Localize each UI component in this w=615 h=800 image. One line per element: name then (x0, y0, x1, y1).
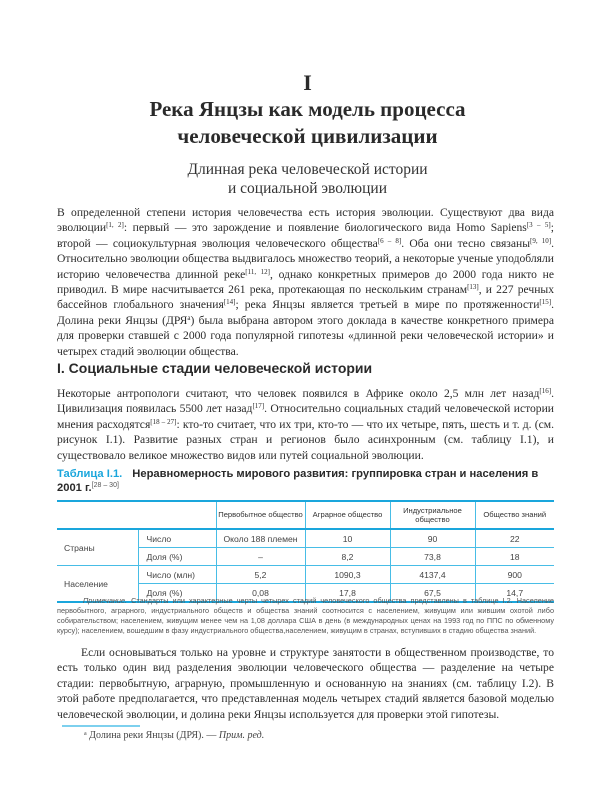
table-header-primitive: Первобытное общество (216, 501, 305, 529)
closing-paragraph: Если основываться только на уровне и структуре занятости в общественном производстве, то есть только один вид разделения эволюции человеческого общества — разделение на четыре стадии: первобытную, аграрную, промышленную и основанную на знаниях (см. таблицу I.2). В этой работе предполагается, что представленная модель четырех стадий является базовой моделью человеческой эволюции, и долина реки Янцзы используется для проверки этой гипотезы. (57, 646, 554, 721)
section-paragraph (57, 386, 554, 463)
citation: [9, 10] (530, 236, 552, 245)
footnote-text: Долина реки Янцзы (ДРЯ). — (89, 730, 219, 741)
citation: [3 – 5] (526, 221, 551, 230)
chapter-title-line1: Река Янцзы как модель процесса (149, 97, 466, 121)
table-cell: – (216, 548, 305, 566)
data-table (57, 500, 554, 603)
citation: [18 – 27] (150, 417, 177, 426)
table-metric: Доля (%) (138, 548, 216, 566)
text-run: , и 227 речных бассейнов глобального значения (57, 283, 554, 312)
table-cell: 17,8 (305, 584, 390, 603)
table-row (57, 529, 554, 548)
table-metric: Число (млн) (138, 566, 216, 584)
chapter-number: I (303, 70, 312, 95)
table-caption (57, 467, 554, 495)
chapter-title-line2: человеческой цивилизации (177, 124, 438, 148)
citation: [14] (223, 298, 236, 307)
table-note-label: Примечание. (83, 596, 128, 605)
table-cell: 73,8 (390, 548, 475, 566)
table-header-knowledge: Общество знаний (475, 501, 554, 529)
table-caption-label: Таблица I.1. (57, 468, 123, 480)
text-run: В определенной степени история человечества есть история эволюции. Существуют два вида эволюции (57, 206, 554, 235)
table-header-blank (57, 501, 216, 529)
text-run: ; второй — социокультурная эволюция человеческого общества (57, 221, 554, 250)
table-cell: 8,2 (305, 548, 390, 566)
table-group-label: Население (57, 566, 138, 603)
table-note (57, 596, 554, 636)
footnote-mark: а (84, 731, 87, 737)
text-run: . Относительно социальных стадий человеческой истории мнения расходятся (57, 402, 555, 431)
chapter-subtitle (0, 160, 615, 198)
table-metric: Число (138, 529, 216, 548)
table-cell: 90 (390, 529, 475, 548)
chapter-subtitle-line1: Длинная река человеческой истории (187, 161, 428, 178)
text-run: . Относительно эволюции общества выдвигалось множество теорий, а некоторые ученые уподобляли историю человечества длинной реке (57, 236, 554, 281)
text-run: ; река Янцзы является третьей в мире по протяженности (235, 298, 540, 312)
text-run: . Цивилизация появилась 5500 лет назад (57, 387, 554, 416)
chapter-subtitle-line2: и социальной эволюции (227, 180, 388, 197)
citation: [16] (539, 387, 552, 395)
text-run: ) была выбрана автором этого доклада в качестве конкретного примера для проверки ставшей с 2000 года популярной гипотезы «длинной реки человеческой истории» и четырех стадий эволюции общества. (57, 313, 554, 358)
citation: [1, 2] (106, 221, 124, 230)
table-caption-text: Неравномерность мирового развития: группировка стран и населения в 2001 г. (57, 468, 539, 494)
citation: [11, 12] (245, 267, 270, 276)
table-cell: Около 188 племен (216, 529, 305, 548)
table-cell: 5,2 (216, 566, 305, 584)
text-run: : первый — это зарождение и появление биологического вида Homo Sapiens (123, 221, 527, 235)
table-cell: 18 (475, 548, 554, 566)
text-run: . Долина реки Янцзы (ДРЯ (57, 298, 554, 327)
text-run: : кто-то считает, что их три, кто-то — что их четыре, пять, шесть и т. д. (см. рисунок I.1). Развитие разных стран и регионов было асинхронным (см. таблицу I.1), и существовало великое множество видов или путей социальной эволюции. (57, 417, 554, 462)
table-cell: 10 (305, 529, 390, 548)
table-cell: 14,7 (475, 584, 554, 603)
footnote-editor-note: Прим. ред. (218, 730, 265, 741)
footnote-mark: а (187, 313, 191, 322)
table-header-industrial: Индустриальное общество (390, 501, 475, 529)
citation: [17] (252, 402, 265, 411)
table-cell: 1090,3 (305, 566, 390, 584)
table-cell: 22 (475, 529, 554, 548)
table-cell: 4137,4 (390, 566, 475, 584)
table-header-agrarian: Аграрное общество (305, 501, 390, 529)
table-cell: 0,08 (216, 584, 305, 603)
section-heading: I. Социальные стадии человеческой истории (57, 360, 373, 376)
text-run: . Оба они тесно связаны (401, 236, 531, 250)
text-run: Некоторые антропологи считают, что человек появился в Африке около 2,5 млн лет назад (57, 387, 540, 400)
table-cell: 900 (475, 566, 554, 584)
footnote-divider (62, 725, 140, 727)
table-row (57, 566, 554, 584)
text-run: , однако конкретных примеров до 2000 года никто не приводил. В мире насчитывается 261 река, протекающая по нескольким странам (57, 267, 555, 297)
chapter-title (0, 96, 615, 150)
footnote (84, 730, 264, 741)
citation: [15] (539, 298, 552, 307)
table-note-text: Стандарты или характерные черты четырех стадий человеческого общества представлены в таблице I.2. Население первобытного, аграрного, индустриального обществ и общества знаний соотносится с населением, живущим или жившим охотой либо собирательством; населением, живущим менее чем на 1,08 доллара США в день (в международных ценах на 1993 год по ППС по обменному курсу); населением, вошедшим в фазу индустриального общества,населением, живущим в странах, вступивших в стадию общества знаний. (57, 596, 554, 635)
intro-paragraph (57, 205, 554, 359)
table-metric: Доля (%) (138, 584, 216, 603)
table-group-label: Страны (57, 529, 138, 566)
citation: [28 – 30] (91, 482, 119, 489)
table-cell: 67,5 (390, 584, 475, 603)
citation: [6 – 8] (377, 236, 402, 245)
citation: [13] (467, 283, 479, 292)
